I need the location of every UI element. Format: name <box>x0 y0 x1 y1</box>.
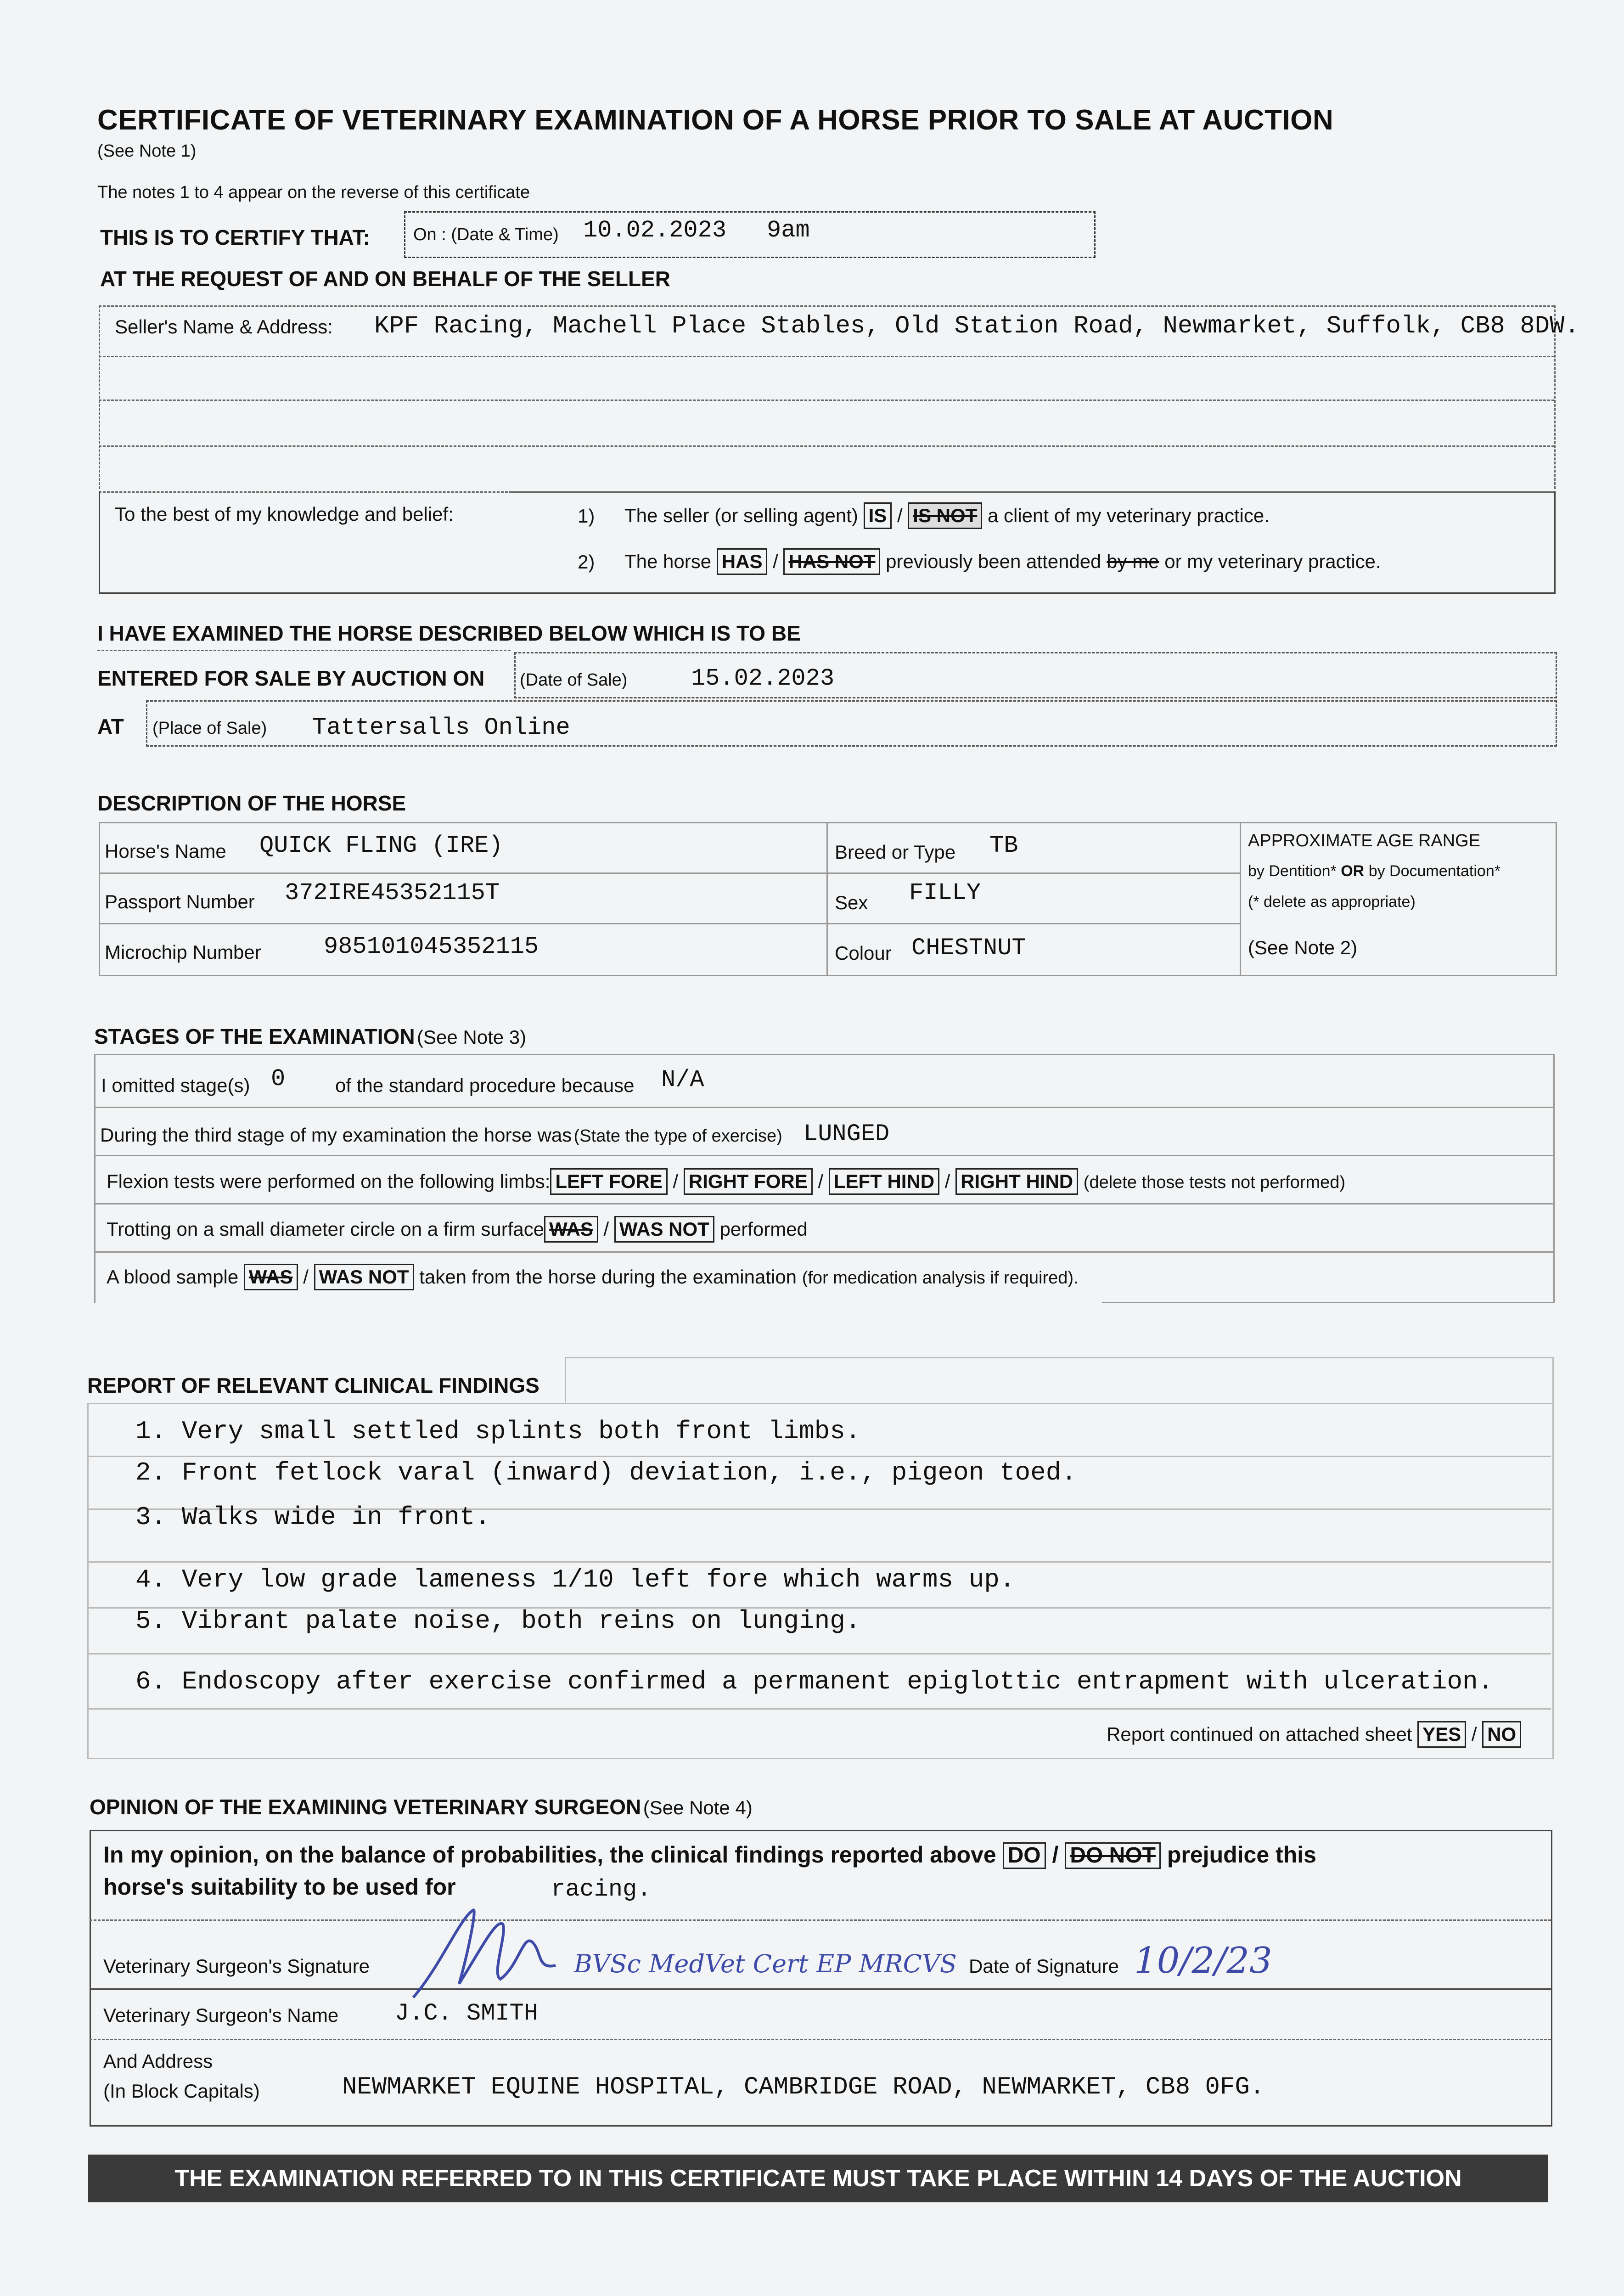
flexion-note: (delete those tests not performed) <box>1083 1173 1346 1192</box>
request-label: AT THE REQUEST OF AND ON BEHALF OF THE SELLER <box>100 267 670 291</box>
blood-was-not: WAS NOT <box>314 1264 414 1290</box>
seller-label: Seller's Name & Address: <box>115 316 333 338</box>
breed-label: Breed or Type <box>835 841 956 863</box>
knowledge-item-2-num: 2) <box>578 551 595 573</box>
has-separator: / <box>773 551 778 572</box>
certify-on-label: On : (Date & Time) <box>413 225 559 244</box>
trotting-post: performed <box>719 1218 808 1240</box>
age-heading: APPROXIMATE AGE RANGE <box>1248 831 1481 850</box>
date-of-signature-label: Date of Signature <box>969 1955 1119 1977</box>
finding-5: 5. Vibrant palate noise, both reins on lunging. <box>135 1606 861 1636</box>
trotting-was-not: WAS NOT <box>614 1216 714 1243</box>
report-header-box <box>565 1357 1554 1404</box>
flexion-left-fore: LEFT FORE <box>550 1168 667 1195</box>
flexion-sep-3: / <box>944 1171 950 1192</box>
knowledge-item-1-post: a client of my veterinary practice. <box>987 505 1270 526</box>
flexion-sep-1: / <box>673 1171 679 1192</box>
is-separator: / <box>897 505 903 526</box>
signature-label: Veterinary Surgeon's Signature <box>103 1955 370 1977</box>
footer-banner: THE EXAMINATION REFERRED TO IN THIS CERTIFICATE MUST TAKE PLACE WITHIN 14 DAYS OF THE AUCTION <box>88 2155 1548 2202</box>
blood-label: A blood sample <box>107 1266 239 1288</box>
has-not-option: HAS NOT <box>783 548 880 575</box>
colour-value: CHESTNUT <box>911 934 1026 962</box>
passport-label: Passport Number <box>105 891 255 912</box>
date-of-sale-label: (Date of Sale) <box>520 670 628 690</box>
see-note-1: (See Note 1) <box>97 141 197 161</box>
finding-2: 2. Front fetlock varal (inward) deviation, i.e., pigeon toed. <box>135 1458 1077 1487</box>
passport-value: 372IRE45352115T <box>285 879 500 906</box>
report-continued-sep: / <box>1471 1723 1477 1745</box>
sale-date-box <box>514 652 1557 698</box>
trotting-row <box>107 1216 808 1243</box>
knowledge-label: To the best of my knowledge and belief: <box>115 503 454 525</box>
microchip-label: Microchip Number <box>105 941 261 963</box>
opinion-heading <box>90 1795 753 1819</box>
is-not-option: IS NOT <box>908 502 982 529</box>
flexion-right-fore: RIGHT FORE <box>684 1168 813 1195</box>
knowledge-item-1-text: The seller (or selling agent) <box>624 505 858 526</box>
opinion-heading-note: (See Note 4) <box>643 1797 753 1818</box>
knowledge-item-2-text: The horse <box>624 551 712 572</box>
entered-label: ENTERED FOR SALE BY AUCTION ON <box>97 666 485 690</box>
surgeon-name-label: Veterinary Surgeon's Name <box>103 2004 339 2026</box>
flexion-left-hind: LEFT HIND <box>829 1168 939 1195</box>
knowledge-item-1-num: 1) <box>578 505 595 527</box>
blood-post: taken from the horse during the examination <box>419 1266 797 1288</box>
address-value: NEWMARKET EQUINE HOSPITAL, CAMBRIDGE ROAD, NEWMARKET, CB8 0FG. <box>342 2073 1265 2101</box>
opinion-do: DO <box>1003 1842 1046 1869</box>
sex-label: Sex <box>835 892 868 913</box>
stages-heading <box>94 1024 526 1049</box>
stages-heading-text: STAGES OF THE EXAMINATION <box>94 1024 415 1048</box>
opinion-do-not: DO NOT <box>1065 1842 1161 1869</box>
at-label: AT <box>97 715 124 738</box>
knowledge-item-2-tail: or my veterinary practice. <box>1164 551 1381 572</box>
flexion-row <box>107 1168 1345 1195</box>
age-documentation: by Documentation* <box>1368 862 1500 880</box>
flexion-right-hind: RIGHT HIND <box>955 1168 1078 1195</box>
trotting-label: Trotting on a small diameter circle on a firm surface <box>107 1218 545 1240</box>
opinion-purpose: racing. <box>551 1876 652 1903</box>
sex-value: FILLY <box>909 879 981 906</box>
finding-1: 1. Very small settled splints both front limbs. <box>135 1417 861 1446</box>
finding-4: 4. Very low grade lameness 1/10 left fore which warms up. <box>135 1565 1015 1594</box>
omitted-label: I omitted stage(s) <box>101 1075 250 1096</box>
has-option: HAS <box>717 548 768 575</box>
flexion-sep-2: / <box>818 1171 824 1192</box>
third-stage-value: LUNGED <box>804 1120 890 1148</box>
finding-3: 3. Walks wide in front. <box>135 1503 490 1532</box>
report-continued <box>1107 1721 1521 1748</box>
opinion-statement <box>103 1841 1316 1869</box>
report-continued-yes: YES <box>1417 1721 1466 1748</box>
address-label-2: (In Block Capitals) <box>103 2080 260 2102</box>
flexion-label: Flexion tests were performed on the following limbs: <box>107 1171 551 1192</box>
blood-was: WAS <box>244 1264 298 1290</box>
because-value: N/A <box>661 1066 704 1093</box>
certify-time-value: 9am <box>767 217 810 244</box>
place-of-sale-label: (Place of Sale) <box>152 719 267 738</box>
trotting-was: WAS <box>544 1216 598 1243</box>
horse-name-label: Horse's Name <box>105 840 226 862</box>
age-dentition: by Dentition* <box>1248 862 1337 880</box>
because-label: of the standard procedure because <box>335 1075 635 1096</box>
opinion-text: In my opinion, on the balance of probabilities, the clinical findings reported above <box>103 1842 996 1868</box>
age-see-note-2: (See Note 2) <box>1248 937 1358 958</box>
third-stage <box>100 1124 782 1146</box>
certify-label: THIS IS TO CERTIFY THAT: <box>100 225 370 249</box>
opinion-sep: / <box>1052 1842 1059 1868</box>
age-options <box>1248 862 1500 880</box>
horse-name-value: QUICK FLING (IRE) <box>259 832 503 859</box>
signature-qualifications: BVSc MedVet Cert EP MRCVS <box>574 1949 957 1978</box>
seller-value: KPF Racing, Machell Place Stables, Old Station Road, Newmarket, Suffolk, CB8 8DW. <box>374 312 1579 340</box>
knowledge-item-1 <box>624 502 1270 529</box>
finding-6: 6. Endoscopy after exercise confirmed a permanent epiglottic entrapment with ulceration. <box>135 1667 1494 1696</box>
knowledge-item-2 <box>624 548 1381 575</box>
opinion-heading-text: OPINION OF THE EXAMINING VETERINARY SURGEON <box>90 1795 641 1819</box>
report-continued-no: NO <box>1482 1721 1521 1748</box>
report-heading: REPORT OF RELEVANT CLINICAL FINDINGS <box>87 1373 539 1397</box>
blood-sep: / <box>303 1266 309 1288</box>
breed-value: TB <box>989 832 1018 859</box>
trotting-sep: / <box>603 1218 609 1240</box>
date-of-signature-value: 10/2/23 <box>1134 1940 1272 1981</box>
third-stage-note: (State the type of exercise) <box>573 1126 782 1146</box>
blood-note: (for medication analysis if required). <box>802 1268 1079 1288</box>
opinion-line-2: horse's suitability to be used for <box>103 1874 456 1900</box>
opinion-text-post: prejudice this <box>1167 1842 1316 1868</box>
address-label: And Address <box>103 2050 213 2072</box>
blood-row <box>107 1264 1079 1290</box>
colour-label: Colour <box>835 942 892 964</box>
stages-heading-note: (See Note 3) <box>417 1026 527 1048</box>
by-me-struck: by me <box>1107 551 1159 572</box>
omitted-value: 0 <box>271 1065 286 1092</box>
age-delete-note: (* delete as appropriate) <box>1248 893 1416 911</box>
sale-date-value: 15.02.2023 <box>691 665 835 692</box>
report-continued-label: Report continued on attached sheet <box>1107 1723 1412 1745</box>
surgeon-name-value: J.C. SMITH <box>395 2000 539 2027</box>
age-or: OR <box>1341 862 1365 880</box>
description-heading: DESCRIPTION OF THE HORSE <box>97 791 406 815</box>
microchip-value: 985101045352115 <box>324 933 539 960</box>
certify-date-value: 10.02.2023 <box>583 217 727 244</box>
is-option: IS <box>864 502 892 529</box>
examined-label: I HAVE EXAMINED THE HORSE DESCRIBED BELOW WHICH IS TO BE <box>97 621 801 645</box>
sale-place-value: Tattersalls Online <box>312 714 570 741</box>
certificate-title: CERTIFICATE OF VETERINARY EXAMINATION OF A HORSE PRIOR TO SALE AT AUCTION <box>97 104 1334 136</box>
knowledge-item-2-post: previously been attended <box>886 551 1101 572</box>
notes-line: The notes 1 to 4 appear on the reverse of this certificate <box>97 183 530 202</box>
third-stage-label: During the third stage of my examination the horse was <box>100 1124 572 1146</box>
